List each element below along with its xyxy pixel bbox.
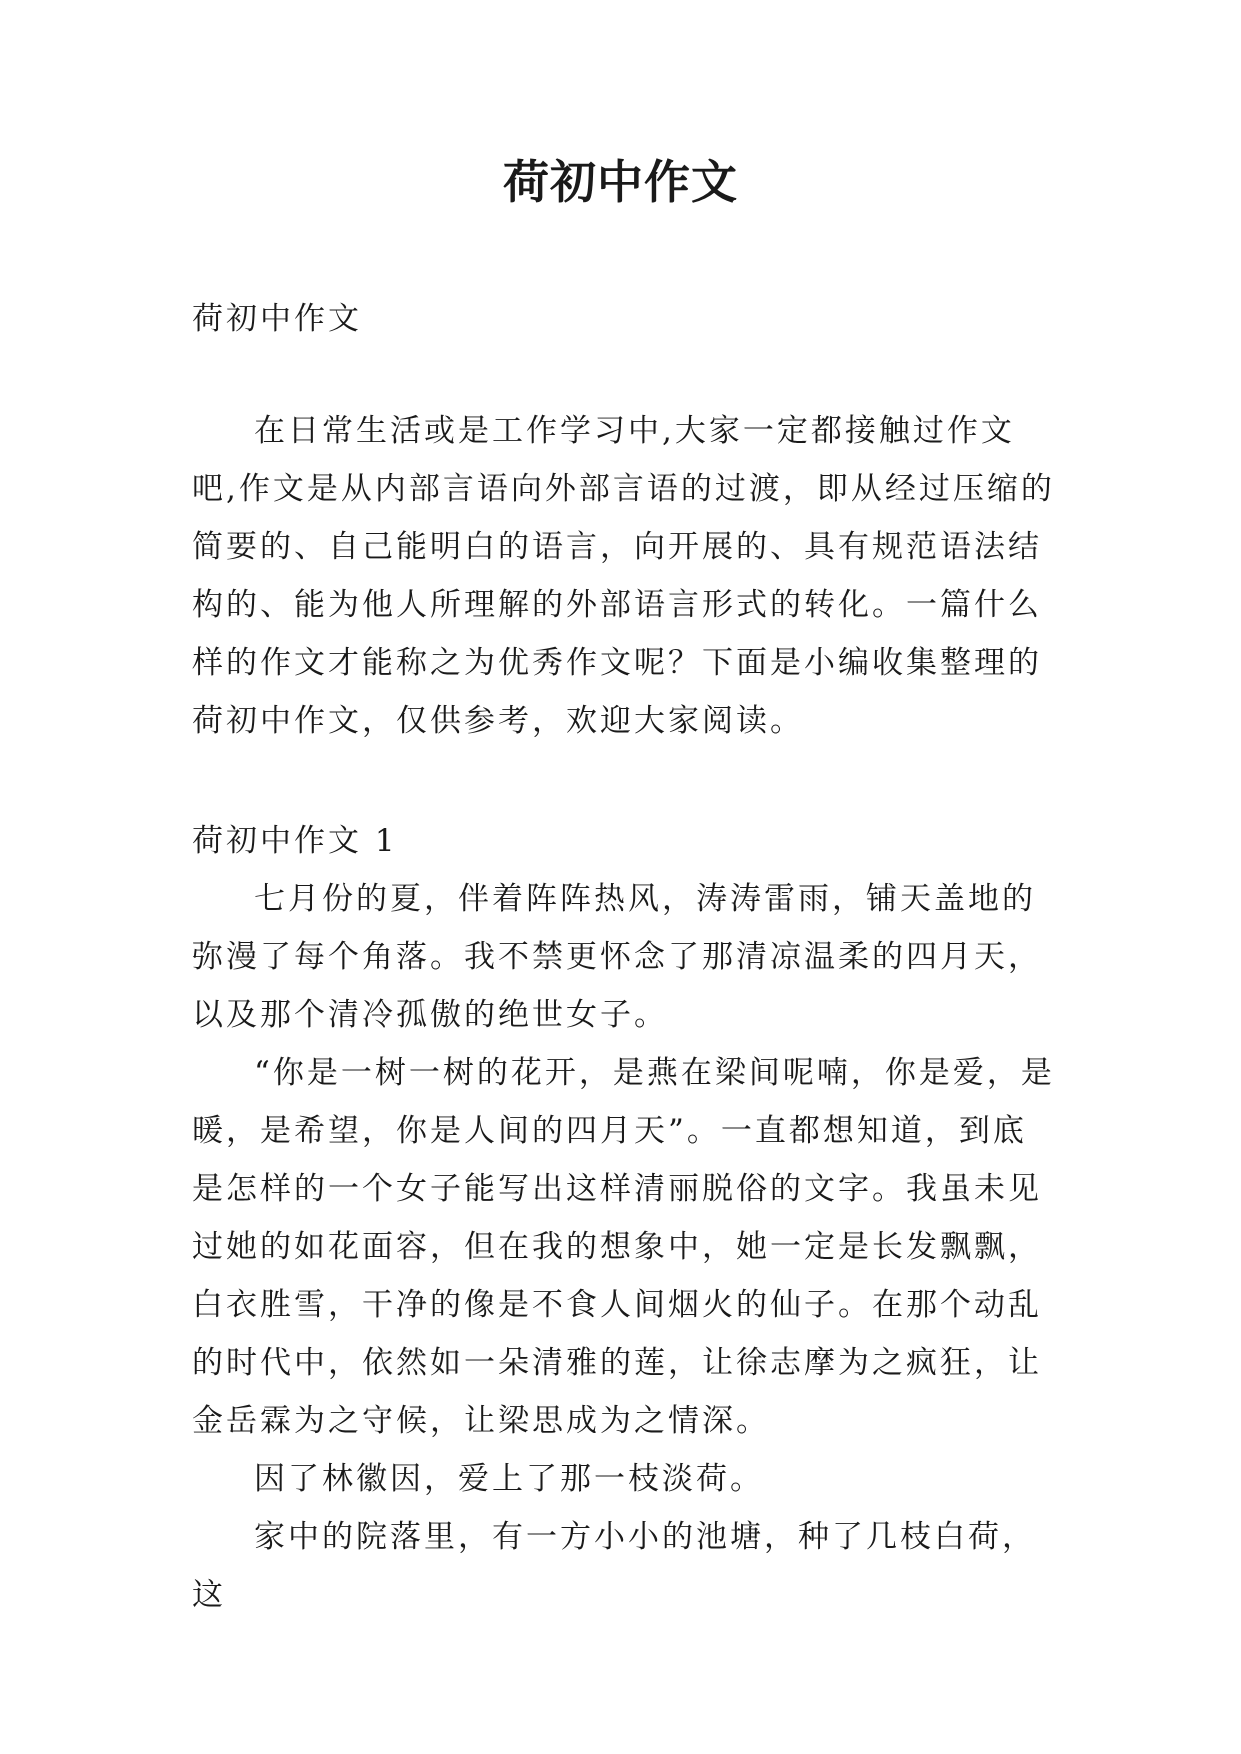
essay-paragraph: 家中的院落里，有一方小小的池塘，种了几枝白荷，这 bbox=[192, 1519, 1036, 1613]
document-subtitle: 荷初中作文 bbox=[192, 301, 362, 337]
intro-section bbox=[192, 402, 1060, 750]
essay-body bbox=[192, 870, 1060, 1624]
intro-paragraph: 在日常生活或是工作学习中,大家一定都接触过作文吧,作文是从内部言语向外部言语的过渡，即从经过压缩的简要的、自己能明白的语言，向开展的、具有规范语法结构的、能为他人所理解的外部语言形式的转化。一篇什么样的作文才能称之为优秀作文呢？下面是小编收集整理的荷初中作文，仅供参考，欢迎大家阅读。 bbox=[192, 413, 1055, 739]
essay-paragraph: “你是一树一树的花开，是燕在梁间呢喃，你是爱，是暖，是希望，你是人间的四月天”。一直都想知道，到底是怎样的一个女子能写出这样清丽脱俗的文字。我虽未见过她的如花面容，但在我的想象中，她一定是长发飘飘，白衣胜雪，干净的像是不食人间烟火的仙子。在那个动乱的时代中，依然如一朵清雅的莲，让徐志摩为之疯狂，让金岳霖为之守候，让梁思成为之情深。 bbox=[192, 1055, 1055, 1439]
essay-paragraph: 七月份的夏，伴着阵阵热风，涛涛雷雨，铺天盖地的弥漫了每个角落。我不禁更怀念了那清凉温柔的四月天，以及那个清冷孤傲的绝世女子。 bbox=[192, 881, 1042, 1033]
document-title: 荷初中作文 bbox=[503, 155, 738, 209]
essay-paragraph: 因了林徽因，爱上了那一枝淡荷。 bbox=[254, 1461, 764, 1497]
section-heading: 荷初中作文 1 bbox=[192, 823, 398, 859]
